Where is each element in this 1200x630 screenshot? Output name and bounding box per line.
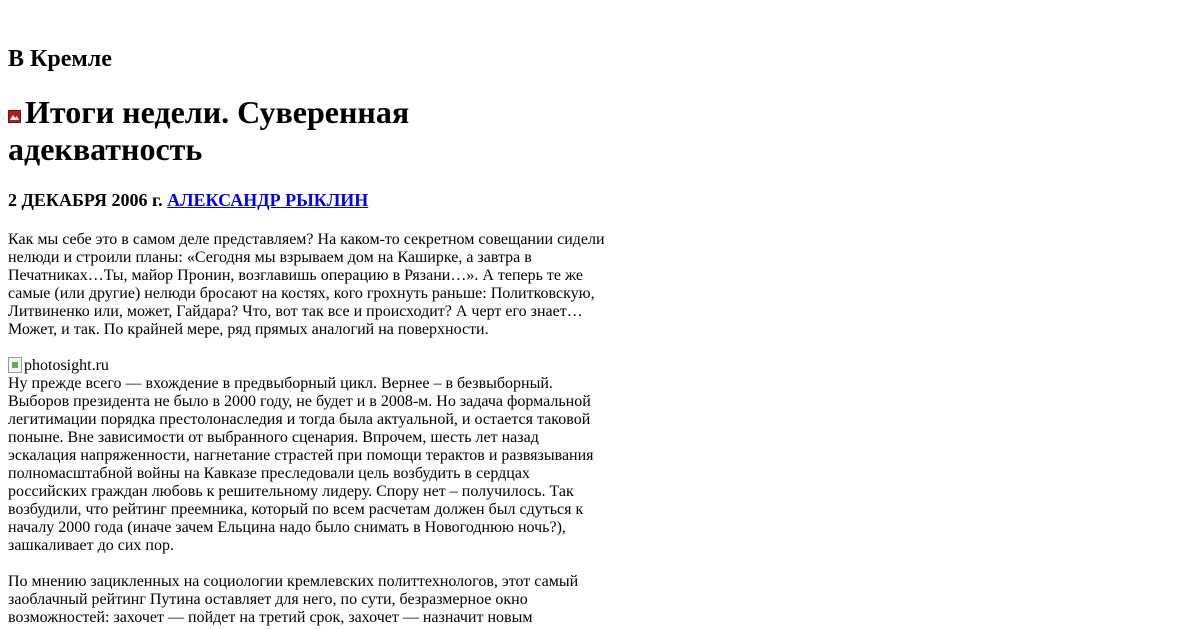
article-body [8, 231, 608, 627]
photo-alt-text: photosight.ru [24, 357, 109, 374]
paragraph-spacer [8, 339, 608, 357]
article-headline [8, 94, 448, 168]
broken-image-icon [8, 357, 22, 373]
photo-icon[interactable] [8, 110, 21, 123]
paragraph-spacer [8, 555, 608, 573]
author-link[interactable]: АЛЕКСАНДР РЫКЛИН [167, 190, 369, 210]
section-title: В Кремле [8, 46, 112, 72]
paragraph: Ну прежде всего — вхождение в предвыборный цикл. Вернее – в безвыборный. Выборов президента не было в 2000 году, не будет и в 2008-м. Но задача формальной легитимации порядка престолонаследия и тогда была актуальной, и остается таковой поныне. Вне зависимости от выбранного сценария. Впрочем, шесть лет назад эскалация напряженности, нагнетание страстей при помощи терактов и развязывания полномасштабной войны на Кавказе преследовали цель возбудить в сердцах российских граждан любовь к решительному лидеру. Спору нет – получилось. Так возбудили, что рейтинг преемника, который по всем расчетам должен был сдуться к началу 2000 года (иначе зачем Ельцина надо было снимать в Новогоднюю ночь?), зашкаливает до сих пор. [8, 375, 594, 554]
byline [8, 189, 368, 211]
article-date: 2 ДЕКАБРЯ 2006 г. [8, 190, 163, 210]
article-title: Итоги недели. Суверенная адекватность [8, 94, 410, 167]
paragraph: Как мы себе это в самом деле представляем? На каком-то секретном совещании сидели нелюди и строили планы: «Сегодня мы взрываем дом на Каширке, а завтра в Печатниках…Ты, майор Пронин, возглавишь операцию в Рязани…». А теперь те же самые (или другие) нелюди бросают на костях, кого грохнуть раньше: Политковскую, Литвиненко или, может, Гайдара? Что, вот так все и происходит? А черт его знает… Может, и так. По крайней мере, ряд прямых аналогий на поверхности. [8, 231, 605, 338]
paragraph: По мнению зацикленных на социологии кремлевских политтехнологов, этот самый заоблачный рейтинг Путина оставляет для него, по сути, безразмерное окно возможностей: захочет — пойдет на третий срок, захочет — назначит новым [8, 573, 579, 626]
article-photo [8, 357, 608, 375]
